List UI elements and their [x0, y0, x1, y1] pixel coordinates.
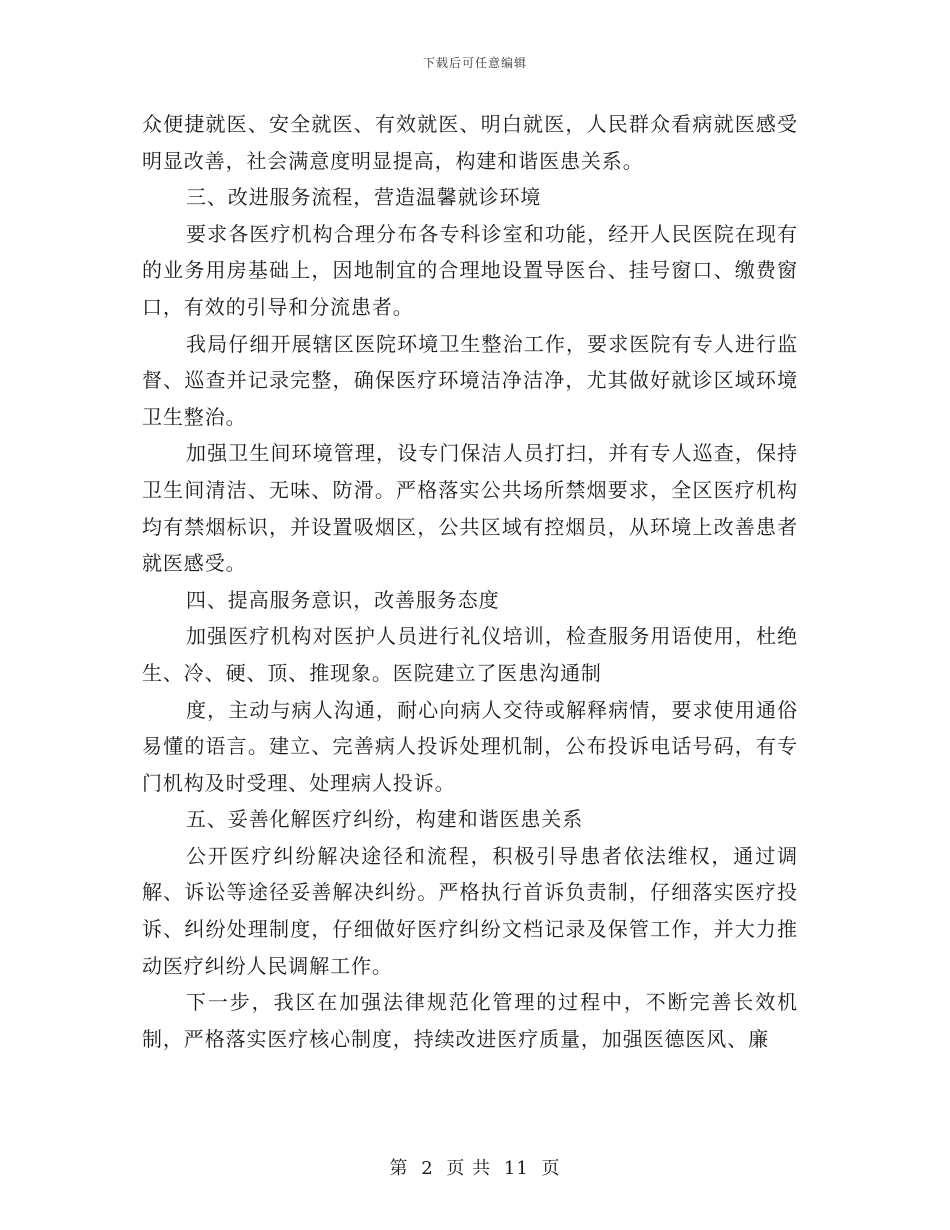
page-header: 下载后可任意编辑: [422, 56, 527, 70]
paragraph-4: 加强卫生间环境管理，设专门保洁人员打扫，并有专人巡查，保持卫生间清洁、无味、防滑。严格落实公共场所禁烟要求，全区医疗机构均有禁烟标识，并设置吸烟区，公共区域有控烟员，从环境上改善患者就医感受。: [142, 441, 798, 576]
page-footer: [0, 1154, 950, 1180]
current-page-number: 2: [421, 1158, 434, 1179]
section-heading-3: 三、改进服务流程，营造温馨就诊环境: [186, 185, 542, 210]
paragraph-6: 度，主动与病人沟通，耐心向病人交待或解释病情，要求使用通俗易懂的语言。建立、完善病人投诉处理机制，公布投诉电话号码，有专门机构及时受理、处理病人投诉。: [142, 697, 798, 795]
paragraph-8: 下一步，我区在加强法律规范化管理的过程中，不断完善长效机制，严格落实医疗核心制度，持续改进医疗质量，加强医德医风、廉: [142, 990, 798, 1051]
paragraph-3: 我局仔细开展辖区医院环境卫生整治工作，要求医院有专人进行监督、巡查并记录完整，确保医疗环境洁净洁净，尤其做好就诊区域环境卫生整治。: [142, 331, 798, 429]
footer-suffix: 页: [541, 1158, 561, 1179]
paragraph-2: 要求各医疗机构合理分布各专科诊室和功能，经开人民医院在现有的业务用房基础上，因地制宜的合理地设置导医台、挂号窗口、缴费窗口，有效的引导和分流患者。: [142, 221, 798, 319]
paragraph-1: 众便捷就医、安全就医、有效就医、明白就医，人民群众看病就医感受明显改善，社会满意度明显提高，构建和谐医患关系。: [142, 112, 798, 173]
document-body: [142, 106, 798, 1057]
footer-middle: 页 共: [446, 1158, 492, 1179]
total-page-count: 11: [503, 1158, 529, 1179]
footer-prefix: 第: [389, 1158, 409, 1179]
section-heading-4: 四、提高服务意识，改善服务态度: [186, 587, 500, 612]
paragraph-7: 公开医疗纠纷解决途径和流程，积极引导患者依法维权，通过调解、诉讼等途径妥善解决纠纷。严格执行首诉负责制，仔细落实医疗投诉、纠纷处理制度，仔细做好医疗纠纷文档记录及保管工作，并大力推动医疗纠纷人民调解工作。: [142, 843, 798, 978]
paragraph-5: 加强医疗机构对医护人员进行礼仪培训，检查服务用语使用，杜绝生、冷、硬、顶、推现象。医院建立了医患沟通制: [142, 624, 798, 685]
section-heading-5: 五、妥善化解医疗纠纷，构建和谐医患关系: [186, 807, 584, 832]
